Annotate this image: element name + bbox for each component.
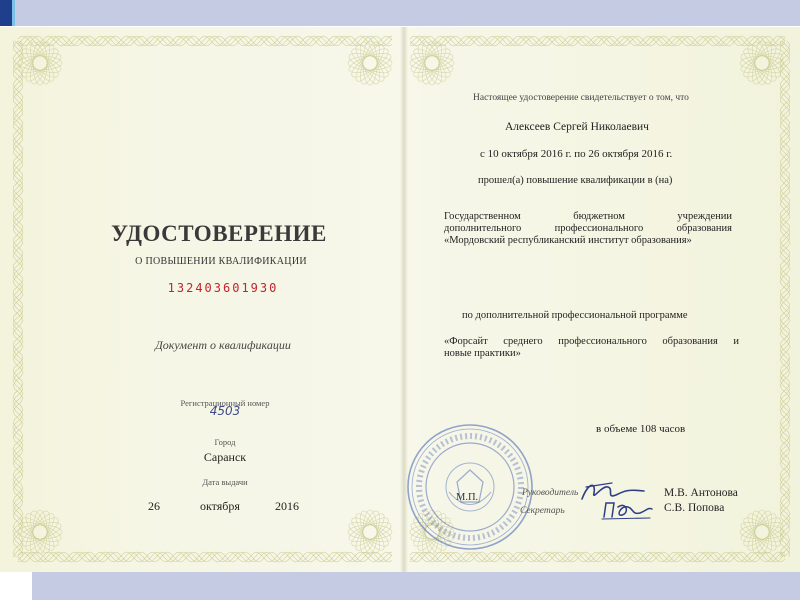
- guilloche-rosette: [740, 44, 784, 81]
- secretary-name: С.В. Попова: [664, 502, 725, 514]
- program-line: «Форсайт среднего профессионального образования и: [444, 336, 739, 347]
- certificate-intro: Настоящее удостоверение свидетельствует о том, что: [473, 93, 689, 103]
- guilloche-rosette: [743, 41, 780, 85]
- certificate-subtitle: О ПОВЫШЕНИИ КВАЛИФИКАЦИИ: [135, 256, 307, 267]
- guilloche-rosette: [348, 44, 392, 81]
- serial-number: 132403601930: [167, 281, 279, 295]
- slide-top-accent: [0, 0, 14, 26]
- guilloche-rosette: [410, 44, 454, 81]
- slide-top-bar: [0, 0, 800, 26]
- guilloche-rosette: [740, 44, 784, 81]
- guilloche-rosette: [18, 513, 62, 550]
- training-hours: в объеме 108 часов: [596, 423, 686, 435]
- official-seal-stamp: [405, 422, 535, 552]
- certificate-title: УДОСТОВЕРЕНИЕ: [111, 221, 327, 246]
- secretary-signature: [600, 499, 656, 521]
- guilloche-rosette: [351, 41, 388, 85]
- organization-line: «Мордовский республиканский институт образования»: [444, 235, 692, 246]
- stamp-place-label: М.П.: [456, 492, 479, 503]
- director-label: Руководитель: [522, 488, 579, 498]
- registration-number-label: Регистрационный номер: [180, 398, 270, 408]
- guilloche-rosette: [348, 513, 392, 550]
- program-name: [444, 336, 739, 360]
- program-label: по дополнительной профессиональной программе: [462, 310, 688, 321]
- organization-line: дополнительного профессионального образования: [444, 223, 732, 234]
- guilloche-line: [410, 36, 785, 46]
- guilloche-rosette: [413, 41, 450, 85]
- director-name: М.В. Антонова: [664, 487, 738, 499]
- organization-line: Государственном бюджетном учреждении: [444, 211, 732, 222]
- training-passed-text: прошел(а) повышение квалификации в (на): [478, 175, 673, 186]
- city-label: Город: [214, 437, 236, 447]
- guilloche-rosette: [351, 510, 388, 554]
- secretary-label: Секретарь: [520, 506, 565, 516]
- guilloche-rosette: [18, 44, 62, 81]
- guilloche-rosette: [743, 510, 780, 554]
- issue-date-label: Дата выдачи: [202, 477, 248, 487]
- guilloche-rosette: [351, 41, 388, 85]
- issue-day: 26: [148, 499, 160, 513]
- certificate: [0, 27, 800, 572]
- guilloche-rosette: [18, 44, 62, 81]
- guilloche-rosette: [740, 513, 784, 550]
- organization-name: [444, 211, 732, 247]
- guilloche-rosette: [21, 510, 58, 554]
- guilloche-rosette: [18, 513, 62, 550]
- slide-bottom-bar: [32, 572, 800, 600]
- guilloche-rosette: [351, 510, 388, 554]
- person-name: Алексеев Сергей Николаевич: [505, 121, 649, 133]
- guilloche-rosette: [743, 510, 780, 554]
- guilloche-line: [410, 552, 785, 562]
- guilloche-rosette: [21, 41, 58, 85]
- city: Саранск: [203, 450, 247, 464]
- program-line: новые практики»: [444, 348, 521, 359]
- issue-year: 2016: [275, 499, 299, 513]
- registration-number: 4503: [209, 404, 241, 418]
- training-period: с 10 октября 2016 г. по 26 октября 2016 г.: [480, 148, 673, 160]
- guilloche-rosette: [348, 513, 392, 550]
- issue-month: октября: [200, 499, 240, 513]
- guilloche-rosette: [740, 513, 784, 550]
- guilloche-rosette: [21, 41, 58, 85]
- guilloche-rosette: [413, 41, 450, 85]
- guilloche-rosette: [348, 44, 392, 81]
- guilloche-rosette: [21, 510, 58, 554]
- guilloche-rosette: [410, 44, 454, 81]
- document-type: Документ о квалификации: [155, 338, 291, 352]
- guilloche-rosette: [743, 41, 780, 85]
